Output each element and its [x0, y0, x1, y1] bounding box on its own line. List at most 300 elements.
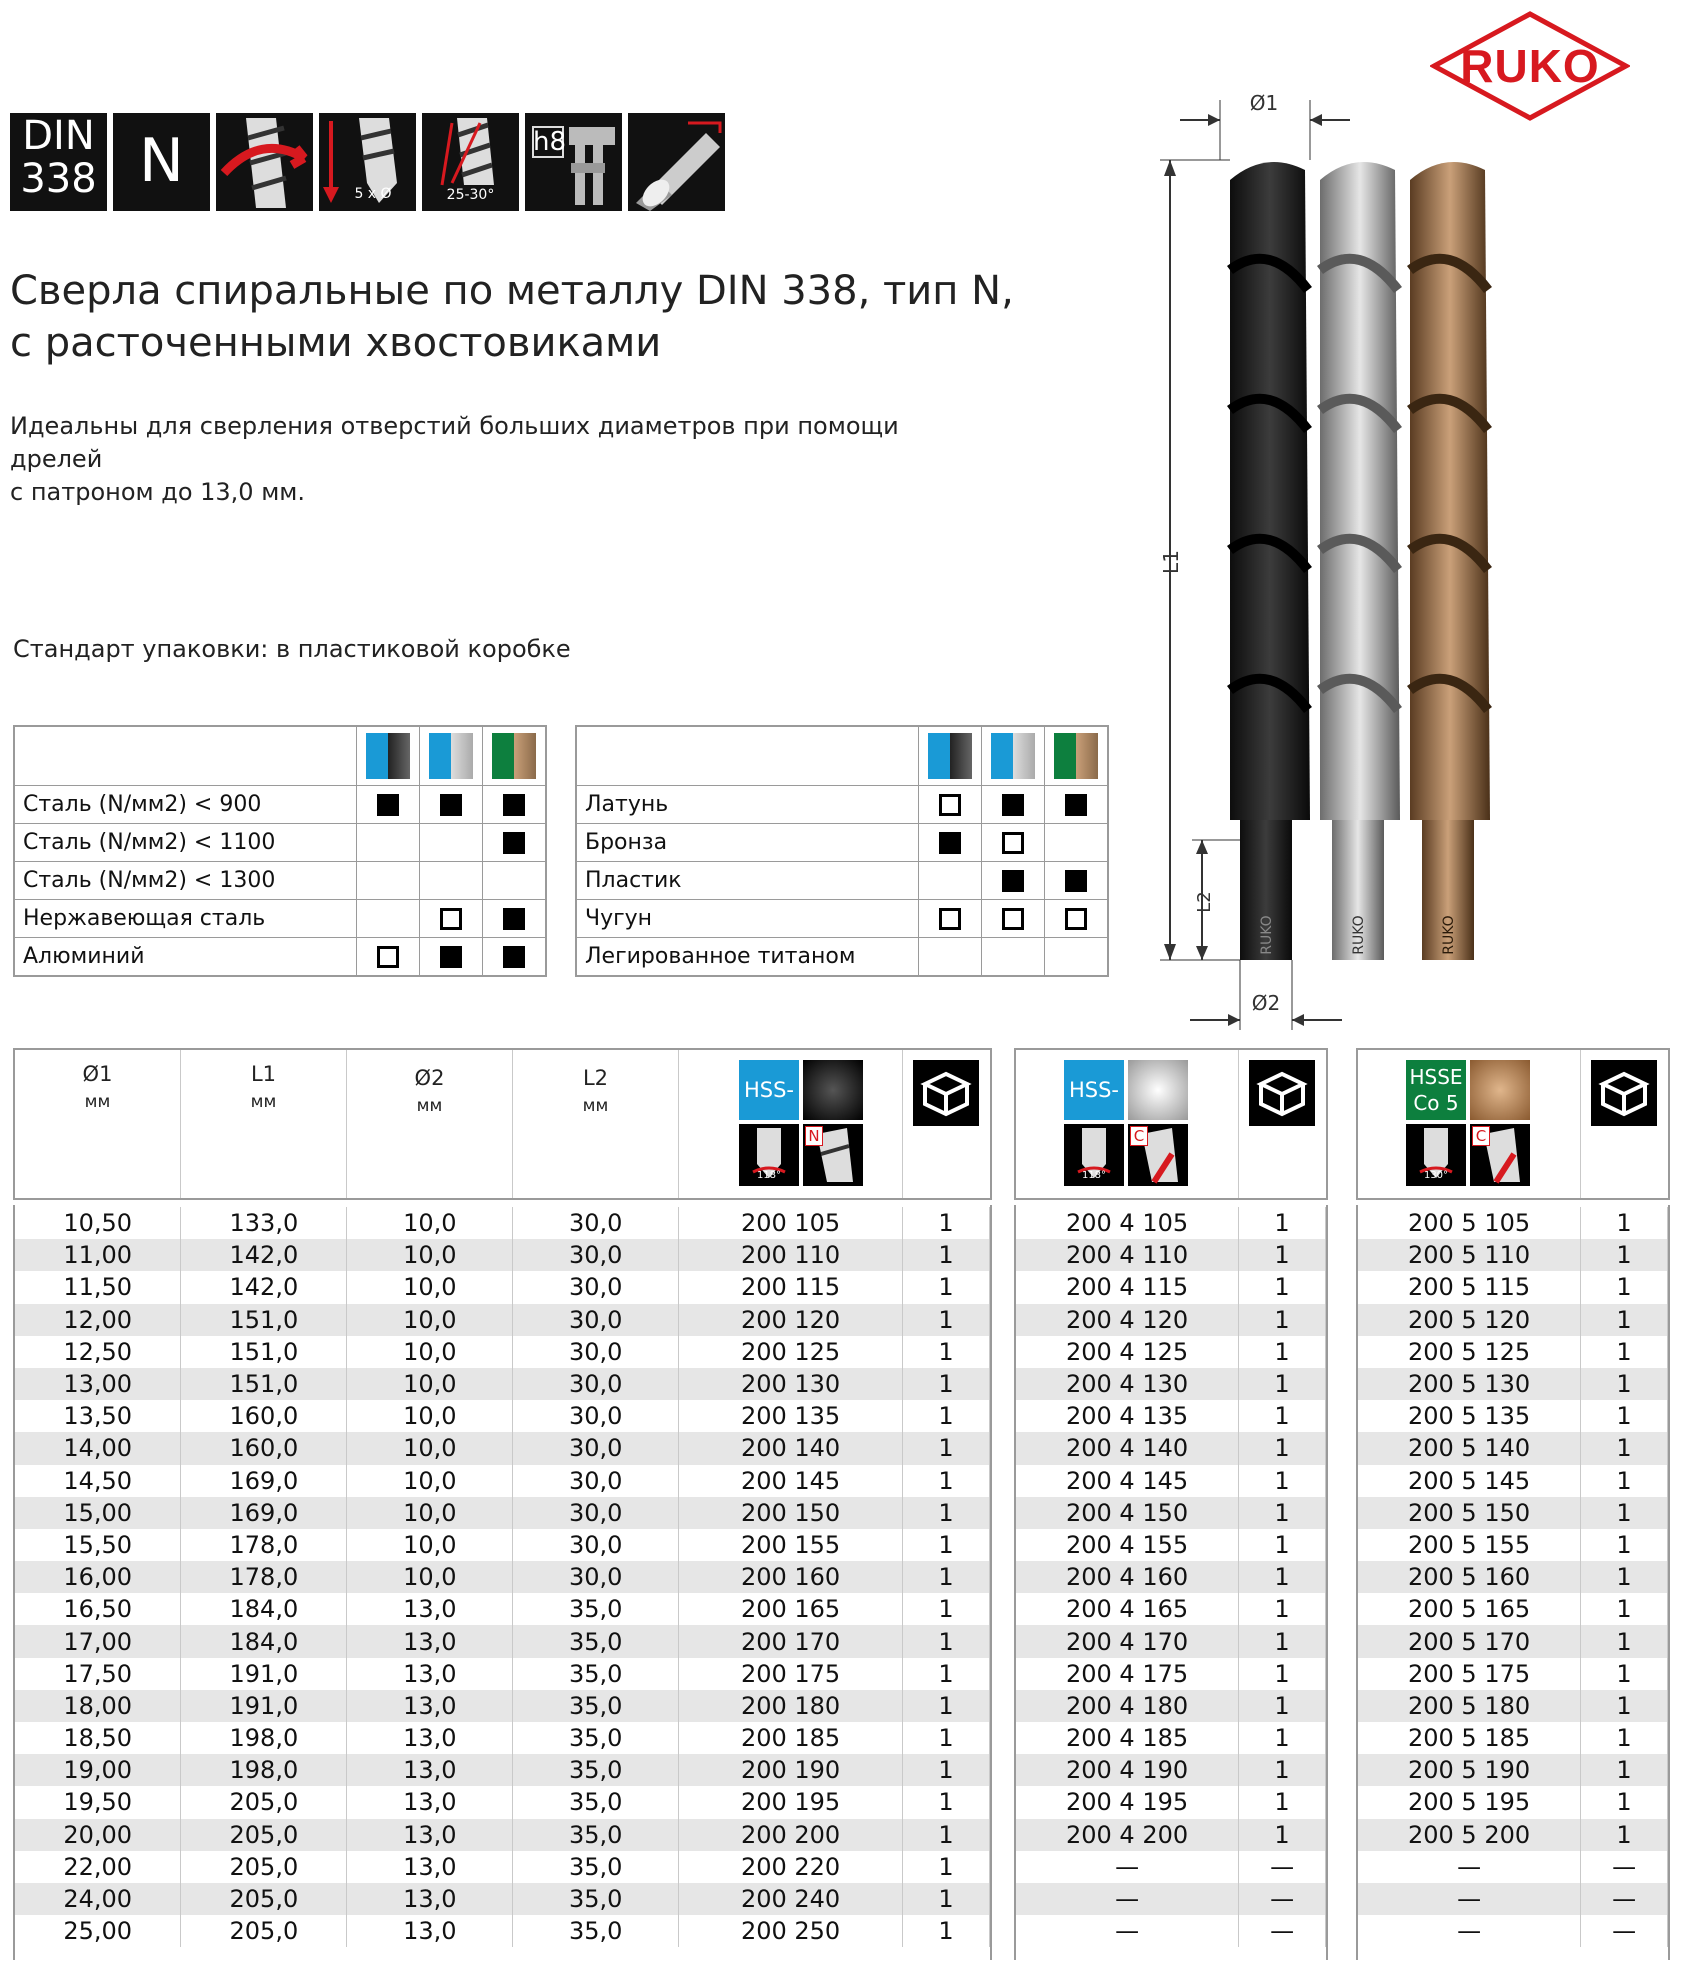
table-cell: 1	[1239, 1593, 1326, 1625]
table-cell: 1	[1581, 1658, 1668, 1690]
hss-r-header	[679, 1050, 903, 1198]
table-cell: 1	[903, 1593, 990, 1625]
title-line-1: Сверла спиральные по металлу DIN 338, тип N,	[10, 268, 1014, 314]
limited-mark	[1002, 832, 1024, 854]
table-cell: 15,00	[15, 1497, 181, 1529]
table-cell: 1	[1239, 1819, 1326, 1851]
material-name: Чугун	[576, 900, 919, 938]
table-cell: 1	[1239, 1400, 1326, 1432]
table-cell: 1	[1581, 1207, 1668, 1239]
table-cell: 1	[1581, 1625, 1668, 1657]
table-cell: 200 4 200	[1016, 1819, 1239, 1851]
suitability-cell	[919, 900, 982, 938]
table-cell: 11,00	[15, 1239, 181, 1271]
packaging-note: Стандарт упаковки: в пластиковой коробке	[13, 635, 571, 663]
table-cell: 1	[1239, 1368, 1326, 1400]
table-cell: 133,0	[181, 1207, 347, 1239]
table-row	[15, 1819, 990, 1851]
table-cell: 13,0	[347, 1722, 513, 1754]
table-cell: 13,0	[347, 1786, 513, 1818]
table-cell: 19,50	[15, 1786, 181, 1818]
suitability-cell	[919, 786, 982, 824]
table-cell: —	[1016, 1851, 1239, 1883]
limited-mark	[939, 794, 961, 816]
hss-g-header	[1016, 1050, 1239, 1198]
material-name: Сталь (N/мм2) < 900	[14, 786, 357, 824]
table-row	[1016, 1915, 1326, 1947]
din-label: DIN	[22, 113, 95, 159]
material-name: Алюминий	[14, 938, 357, 977]
suitable-mark	[503, 832, 525, 854]
table-cell: 200 5 130	[1358, 1368, 1581, 1400]
table-cell: 200 4 195	[1016, 1786, 1239, 1818]
table-row	[15, 1915, 990, 1947]
hsse-swatch	[492, 733, 536, 779]
table-cell: 1	[1581, 1561, 1668, 1593]
table-row	[15, 1690, 990, 1722]
table-row	[1016, 1271, 1326, 1303]
limited-mark	[377, 946, 399, 968]
table-row	[1016, 1851, 1326, 1883]
table-row	[15, 1658, 990, 1690]
suitability-cell	[919, 824, 982, 862]
table-cell: 1	[903, 1851, 990, 1883]
table-row	[1358, 1336, 1668, 1368]
table-cell: 1	[1581, 1400, 1668, 1432]
table-cell: 1	[903, 1561, 990, 1593]
table-cell: 200 105	[679, 1207, 903, 1239]
table-cell: 1	[903, 1690, 990, 1722]
table-cell: 13,0	[347, 1883, 513, 1915]
page-title	[10, 265, 1050, 369]
table-cell: 13,0	[347, 1819, 513, 1851]
suitability-cell	[357, 786, 420, 824]
table-cell: 10,0	[347, 1271, 513, 1303]
table-cell: 1	[1239, 1432, 1326, 1464]
suitable-mark	[1065, 870, 1087, 892]
table-cell: 200 5 170	[1358, 1625, 1581, 1657]
suitability-cell	[357, 824, 420, 862]
table-cell: 14,00	[15, 1432, 181, 1464]
table-cell: 184,0	[181, 1625, 347, 1657]
table-cell: 1	[1239, 1239, 1326, 1271]
table-cell: 1	[1581, 1529, 1668, 1561]
din-number: 338	[20, 156, 97, 202]
hsse-header	[1358, 1050, 1581, 1198]
table-row	[15, 1207, 990, 1239]
table-row	[1358, 1754, 1668, 1786]
suitability-cell	[357, 862, 420, 900]
table-cell: 30,0	[513, 1497, 679, 1529]
table-row	[15, 1883, 990, 1915]
table-cell: 10,0	[347, 1239, 513, 1271]
table-cell: 178,0	[181, 1561, 347, 1593]
table-cell: 200 5 120	[1358, 1304, 1581, 1336]
table-cell: 1	[1581, 1336, 1668, 1368]
table-row	[1358, 1786, 1668, 1818]
table-cell: 1	[903, 1819, 990, 1851]
table-cell: 1	[903, 1400, 990, 1432]
table-cell: 35,0	[513, 1722, 679, 1754]
table-cell: 19,00	[15, 1754, 181, 1786]
table-cell: 200 200	[679, 1819, 903, 1851]
d2-label: Ø2	[1251, 991, 1281, 1015]
table-row	[1358, 1368, 1668, 1400]
drill-depth-icon	[319, 113, 416, 211]
table-cell: 200 150	[679, 1497, 903, 1529]
table-row	[1016, 1368, 1326, 1400]
table-cell: 200 4 145	[1016, 1465, 1239, 1497]
material-name: Нержавеющая сталь	[14, 900, 357, 938]
table-row	[1358, 1561, 1668, 1593]
table-cell: 1	[1581, 1819, 1668, 1851]
suitability-cell	[982, 900, 1045, 938]
table-cell: 200 5 190	[1358, 1754, 1581, 1786]
black-shank-mark: RUKO	[1259, 915, 1275, 955]
table-row	[1358, 1883, 1668, 1915]
table-cell: 30,0	[513, 1529, 679, 1561]
table-cell: —	[1239, 1883, 1326, 1915]
table-cell: 13,0	[347, 1625, 513, 1657]
table-row	[1358, 1271, 1668, 1303]
table-row	[1358, 1625, 1668, 1657]
table-cell: 1	[903, 1304, 990, 1336]
table-cell: 17,00	[15, 1625, 181, 1657]
table-cell: 10,0	[347, 1304, 513, 1336]
suitable-mark	[1002, 794, 1024, 816]
table-cell: 1	[903, 1754, 990, 1786]
suitability-cell	[1045, 900, 1109, 938]
box-icon	[1249, 1060, 1315, 1126]
table-cell: 13,0	[347, 1658, 513, 1690]
table-row	[1358, 1239, 1668, 1271]
suitable-mark	[1065, 794, 1087, 816]
table-cell: 1	[1581, 1432, 1668, 1464]
table-row	[1016, 1819, 1326, 1851]
table-cell: 30,0	[513, 1561, 679, 1593]
table-row	[1016, 1754, 1326, 1786]
material-row	[14, 786, 546, 824]
hss-r-swatch	[928, 733, 972, 779]
table-cell: 200 4 190	[1016, 1754, 1239, 1786]
table-cell: 35,0	[513, 1851, 679, 1883]
suitability-cell	[1045, 862, 1109, 900]
bright-finish-swatch	[1128, 1060, 1188, 1120]
table-cell: 200 180	[679, 1690, 903, 1722]
table-cell: 1	[1581, 1304, 1668, 1336]
table-cell: 1	[1581, 1754, 1668, 1786]
suitability-cell	[420, 900, 483, 938]
table-cell: 30,0	[513, 1239, 679, 1271]
table-cell: 1	[1239, 1336, 1326, 1368]
table-cell: 25,00	[15, 1915, 181, 1947]
helix-angle-icon	[422, 113, 519, 211]
suitability-cell	[982, 786, 1045, 824]
table-cell: 30,0	[513, 1400, 679, 1432]
table-cell: 200 4 125	[1016, 1336, 1239, 1368]
table-cell: —	[1581, 1851, 1668, 1883]
table-row	[1016, 1625, 1326, 1657]
suitability-cell	[420, 938, 483, 977]
table-cell: 151,0	[181, 1336, 347, 1368]
table-cell: 10,50	[15, 1207, 181, 1239]
table-cell: 16,50	[15, 1593, 181, 1625]
table-cell: 35,0	[513, 1625, 679, 1657]
table-cell: 1	[903, 1465, 990, 1497]
table-cell: 1	[1239, 1786, 1326, 1818]
description-line-1: Идеальны для сверления отверстий больших диаметров при помощи дрелей	[10, 412, 899, 473]
table-cell: 169,0	[181, 1497, 347, 1529]
table-cell: 205,0	[181, 1915, 347, 1947]
hsse-table	[1358, 1207, 1668, 1947]
table-cell: 200 195	[679, 1786, 903, 1818]
hss-g-swatch	[429, 733, 473, 779]
type-c-tag-icon: C	[1128, 1124, 1188, 1186]
suitability-cell	[357, 900, 420, 938]
table-cell: 191,0	[181, 1690, 347, 1722]
table-cell: 200 5 165	[1358, 1593, 1581, 1625]
table-row	[1016, 1207, 1326, 1239]
description-line-2: с патроном до 13,0 мм.	[10, 478, 306, 506]
table-cell: 200 5 110	[1358, 1239, 1581, 1271]
table-row	[1358, 1432, 1668, 1464]
dimensions-hssr-table	[15, 1207, 990, 1947]
table-cell: 200 125	[679, 1336, 903, 1368]
table-row	[15, 1368, 990, 1400]
col-d2-header: Ø2 мм	[347, 1050, 513, 1198]
table-row	[1016, 1722, 1326, 1754]
pack-qty-header	[1581, 1050, 1666, 1198]
table-cell: 22,00	[15, 1851, 181, 1883]
table-row	[1016, 1883, 1326, 1915]
table-cell: 200 120	[679, 1304, 903, 1336]
table-cell: 200 5 135	[1358, 1400, 1581, 1432]
drill-black	[1230, 162, 1310, 960]
table-cell: 1	[1239, 1690, 1326, 1722]
reduced-shank-icon	[628, 113, 725, 211]
tolerance-caliper-icon	[525, 113, 622, 211]
table-cell: —	[1358, 1915, 1581, 1947]
l1-label: L1	[1159, 550, 1183, 574]
table-cell: 1	[1239, 1207, 1326, 1239]
table-row	[1016, 1465, 1326, 1497]
table-cell: 200 4 170	[1016, 1625, 1239, 1657]
table-cell: 1	[1581, 1271, 1668, 1303]
table-cell: 13,0	[347, 1754, 513, 1786]
table-row	[1016, 1561, 1326, 1593]
table-cell: 15,50	[15, 1529, 181, 1561]
din-338-icon	[10, 113, 107, 211]
header-panel-hssg	[1014, 1048, 1328, 1200]
silver-shank-mark: RUKO	[1351, 915, 1367, 955]
table-row	[15, 1786, 990, 1818]
materials-table-left	[13, 725, 547, 977]
table-cell: 10,0	[347, 1529, 513, 1561]
table-row	[1016, 1304, 1326, 1336]
table-row	[1016, 1239, 1326, 1271]
table-cell: 1	[1239, 1529, 1326, 1561]
table-cell: 178,0	[181, 1529, 347, 1561]
limited-mark	[1002, 908, 1024, 930]
table-row	[1016, 1432, 1326, 1464]
pack-qty-header	[1239, 1050, 1324, 1198]
table-cell: —	[1016, 1915, 1239, 1947]
table-cell: 1	[1581, 1497, 1668, 1529]
table-row	[15, 1400, 990, 1432]
table-cell: 1	[1239, 1304, 1326, 1336]
suitability-cell	[420, 786, 483, 824]
table-row	[1016, 1786, 1326, 1818]
table-row	[1358, 1400, 1668, 1432]
suitability-cell	[483, 862, 547, 900]
table-row	[1358, 1497, 1668, 1529]
table-cell: 200 5 115	[1358, 1271, 1581, 1303]
table-cell: 200 4 160	[1016, 1561, 1239, 1593]
table-cell: 142,0	[181, 1239, 347, 1271]
table-cell: 10,0	[347, 1432, 513, 1464]
table-cell: 200 4 130	[1016, 1368, 1239, 1400]
table-row	[15, 1497, 990, 1529]
table-cell: 205,0	[181, 1851, 347, 1883]
table-cell: 200 5 125	[1358, 1336, 1581, 1368]
table-cell: 200 240	[679, 1883, 903, 1915]
table-cell: 10,0	[347, 1336, 513, 1368]
suitability-cell	[420, 824, 483, 862]
table-cell: 184,0	[181, 1593, 347, 1625]
material-name: Латунь	[576, 786, 919, 824]
table-cell: 200 160	[679, 1561, 903, 1593]
table-cell: 200 5 180	[1358, 1690, 1581, 1722]
table-cell: 160,0	[181, 1432, 347, 1464]
table-cell: 200 165	[679, 1593, 903, 1625]
table-cell: 35,0	[513, 1690, 679, 1722]
table-cell: 1	[903, 1529, 990, 1561]
suitable-mark	[377, 794, 399, 816]
limited-mark	[939, 908, 961, 930]
l2-label: L2	[1194, 891, 1215, 913]
table-cell: 35,0	[513, 1658, 679, 1690]
material-row	[576, 824, 1108, 862]
table-cell: 1	[903, 1368, 990, 1400]
suitability-cell	[483, 900, 547, 938]
col-l2-header: L2 мм	[513, 1050, 679, 1198]
hsse-swatch	[1054, 733, 1098, 779]
material-row	[14, 862, 546, 900]
table-cell: —	[1358, 1851, 1581, 1883]
table-cell: 1	[903, 1207, 990, 1239]
table-row	[1358, 1658, 1668, 1690]
pack-qty-header	[903, 1050, 988, 1198]
table-cell: 200 115	[679, 1271, 903, 1303]
table-cell: 18,50	[15, 1722, 181, 1754]
table-cell: 11,50	[15, 1271, 181, 1303]
table-row	[15, 1593, 990, 1625]
point-118-icon: 118°	[739, 1124, 799, 1186]
hssg-table	[1016, 1207, 1326, 1947]
table-cell: —	[1581, 1883, 1668, 1915]
table-row	[1358, 1593, 1668, 1625]
header-panel-hssr	[13, 1048, 992, 1200]
table-cell: 1	[1581, 1593, 1668, 1625]
table-cell: 205,0	[181, 1786, 347, 1818]
suitability-cell	[1045, 786, 1109, 824]
suitability-cell	[1045, 824, 1109, 862]
table-cell: 1	[903, 1722, 990, 1754]
table-cell: 200 4 115	[1016, 1271, 1239, 1303]
table-cell: 200 4 175	[1016, 1658, 1239, 1690]
table-row	[15, 1336, 990, 1368]
table-cell: 200 4 110	[1016, 1239, 1239, 1271]
table-row	[1358, 1465, 1668, 1497]
table-row	[1016, 1497, 1326, 1529]
table-cell: 1	[1581, 1239, 1668, 1271]
limited-mark	[1065, 908, 1087, 930]
black-finish-swatch	[803, 1060, 863, 1120]
table-cell: —	[1239, 1851, 1326, 1883]
table-cell: 1	[1239, 1271, 1326, 1303]
suitable-mark	[939, 832, 961, 854]
table-cell: 1	[903, 1239, 990, 1271]
table-cell: 30,0	[513, 1304, 679, 1336]
tolerance-label: h8	[533, 127, 567, 157]
material-name: Легированное титаном	[576, 938, 919, 977]
table-row	[15, 1722, 990, 1754]
table-row	[15, 1271, 990, 1303]
type-letter: N	[139, 126, 184, 196]
material-row	[14, 824, 546, 862]
suitable-mark	[440, 794, 462, 816]
table-cell: 10,0	[347, 1207, 513, 1239]
right-hand-cut-icon	[216, 113, 313, 211]
table-cell: 200 5 185	[1358, 1722, 1581, 1754]
table-row	[1016, 1336, 1326, 1368]
table-cell: 200 130	[679, 1368, 903, 1400]
material-row	[14, 938, 546, 977]
suitable-mark	[503, 946, 525, 968]
table-cell: —	[1581, 1915, 1668, 1947]
point-118-icon: 118°	[1064, 1124, 1124, 1186]
description	[10, 410, 970, 509]
table-row	[1358, 1819, 1668, 1851]
table-cell: 30,0	[513, 1432, 679, 1464]
table-cell: 200 135	[679, 1400, 903, 1432]
cobalt-shank-mark: RUKO	[1441, 915, 1457, 955]
table-cell: 200 5 105	[1358, 1207, 1581, 1239]
box-icon	[913, 1060, 979, 1126]
table-cell: 13,0	[347, 1690, 513, 1722]
table-cell: 1	[1581, 1368, 1668, 1400]
table-cell: 200 4 105	[1016, 1207, 1239, 1239]
material-row	[576, 786, 1108, 824]
drill-illustration	[1120, 80, 1640, 1040]
header-panel-hsse	[1356, 1048, 1670, 1200]
table-row	[1358, 1722, 1668, 1754]
table-row	[15, 1625, 990, 1657]
hss-r-swatch	[366, 733, 410, 779]
suitability-cell	[420, 862, 483, 900]
table-cell: 12,00	[15, 1304, 181, 1336]
table-cell: 1	[903, 1625, 990, 1657]
table-row	[1358, 1915, 1668, 1947]
table-cell: 30,0	[513, 1368, 679, 1400]
table-cell: 1	[1239, 1754, 1326, 1786]
material-row	[14, 900, 546, 938]
table-row	[1358, 1207, 1668, 1239]
table-cell: 10,0	[347, 1561, 513, 1593]
suitability-cell	[982, 824, 1045, 862]
suitable-mark	[503, 794, 525, 816]
table-cell: 200 4 155	[1016, 1529, 1239, 1561]
